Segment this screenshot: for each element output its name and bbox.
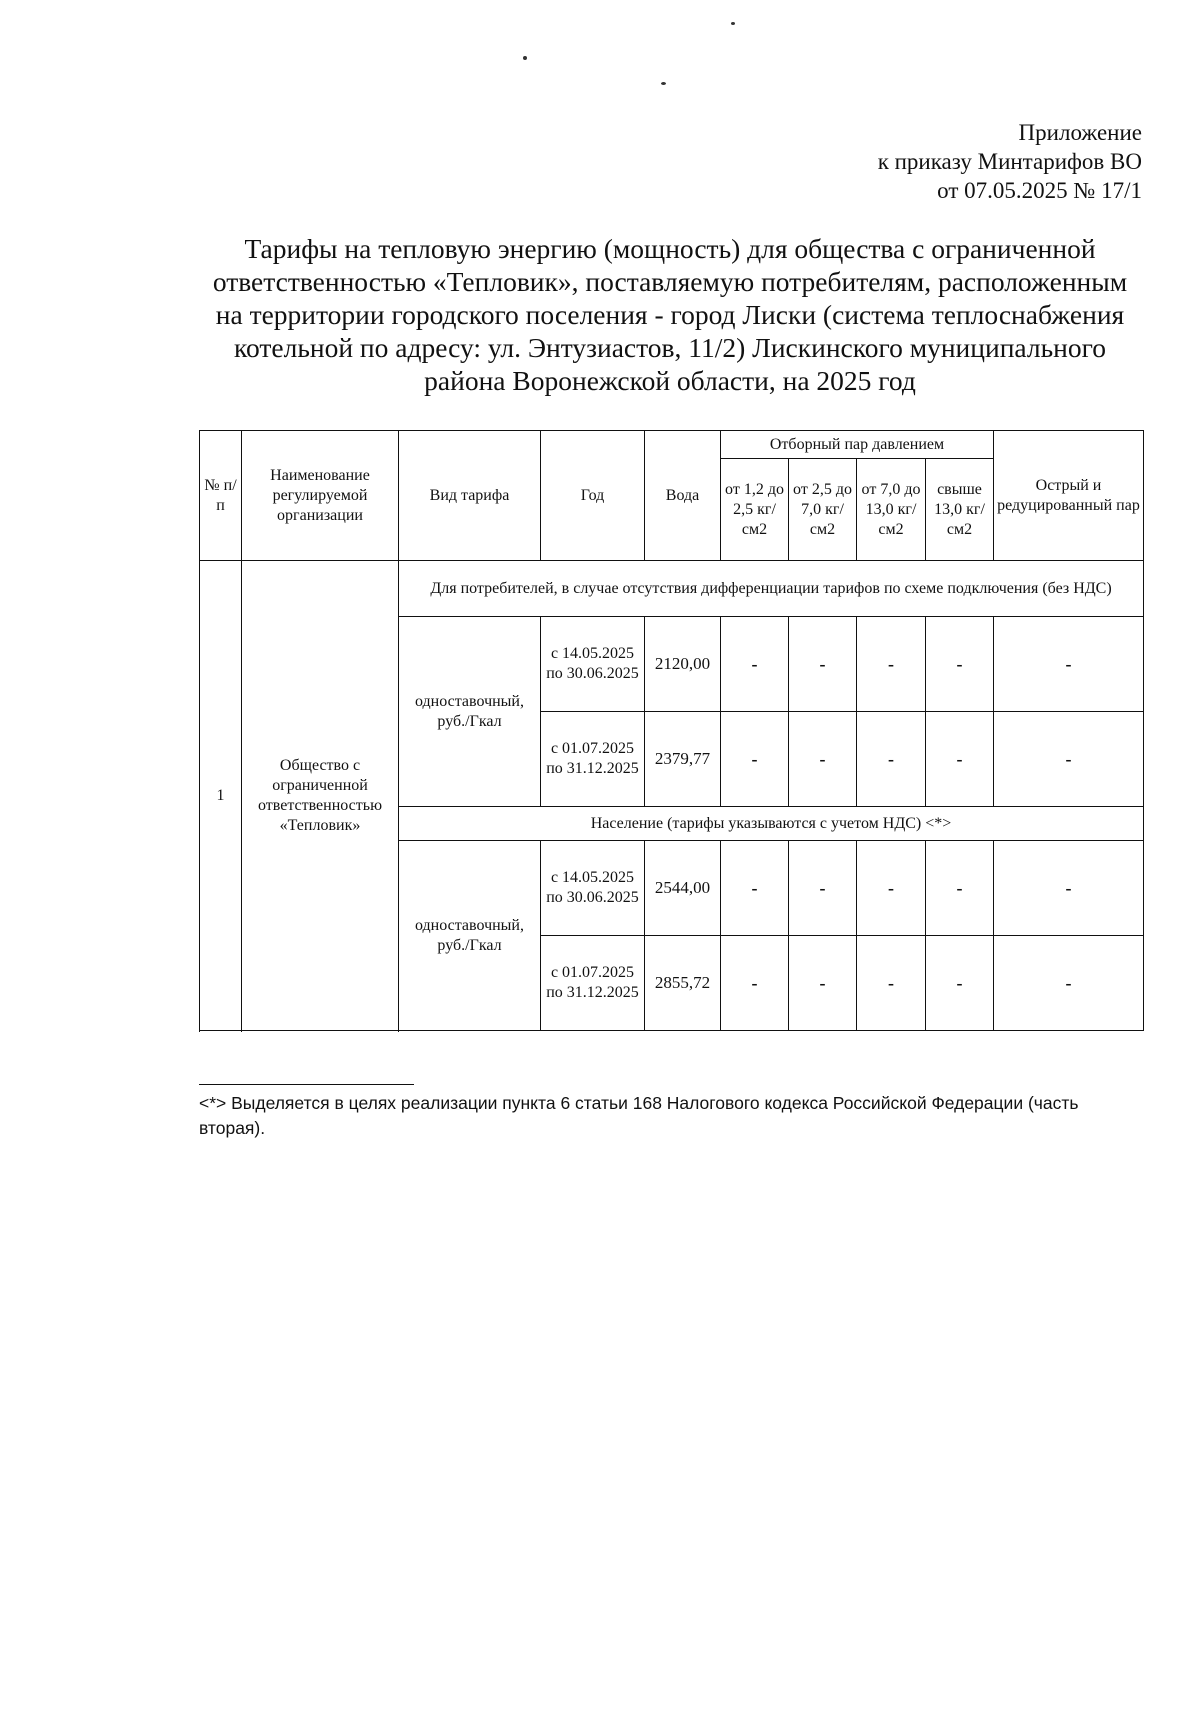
section-heading-row — [200, 561, 1144, 617]
steam-1-value: - — [721, 841, 789, 936]
scan-speck — [661, 82, 666, 85]
footnote-separator — [199, 1084, 414, 1085]
sharp-steam-value: - — [994, 617, 1144, 712]
water-value: 2120,00 — [645, 617, 721, 712]
header-steam-3: от 7,0 до 13,0 кг/см2 — [857, 459, 926, 561]
header-steam-4: свыше 13,0 кг/см2 — [926, 459, 994, 561]
tariff-type: одноставочный, руб./Гкал — [399, 617, 541, 807]
appendix-order-date: от 07.05.2025 № 17/1 — [937, 178, 1142, 203]
organization-name: Общество с ограниченной ответственностью «Тепловик» — [242, 561, 399, 1031]
title-line: котельной по адресу: ул. Энтузиастов, 11/2) Лискинского муниципального — [234, 332, 1106, 363]
footnote: <*> Выделяется в целях реализации пункта 6 статьи 168 Налогового кодекса Российской Федерации (часть вторая). — [199, 1093, 1079, 1138]
steam-4-value: - — [926, 712, 994, 807]
header-sharp-steam: Острый и редуцированный пар — [994, 431, 1144, 561]
section-heading: Для потребителей, в случае отсутствия дифференциации тарифов по схеме подключения (без НДС) — [399, 561, 1144, 617]
steam-3-value: - — [857, 841, 926, 936]
tariff-type: одноставочный, руб./Гкал — [399, 841, 541, 1031]
scan-speck — [731, 22, 735, 25]
document-title — [180, 232, 1160, 397]
water-value: 2544,00 — [645, 841, 721, 936]
sharp-steam-value: - — [994, 841, 1144, 936]
sharp-steam-value: - — [994, 936, 1144, 1031]
row-number: 1 — [200, 561, 242, 1031]
steam-1-value: - — [721, 712, 789, 807]
appendix-order-ref: к приказу Минтарифов ВО — [877, 149, 1142, 174]
period: с 14.05.2025 по 30.06.2025 — [541, 841, 645, 936]
steam-2-value: - — [789, 617, 857, 712]
sharp-steam-value: - — [994, 712, 1144, 807]
steam-2-value: - — [789, 936, 857, 1031]
steam-3-value: - — [857, 617, 926, 712]
period: с 14.05.2025 по 30.06.2025 — [541, 617, 645, 712]
appendix-block — [878, 118, 1142, 205]
steam-4-value: - — [926, 617, 994, 712]
steam-3-value: - — [857, 936, 926, 1031]
header-steam-1: от 1,2 до 2,5 кг/см2 — [721, 459, 789, 561]
water-value: 2855,72 — [645, 936, 721, 1031]
title-line: на территории городского поселения - город Лиски (система теплоснабжения — [215, 299, 1125, 330]
header-year: Год — [541, 431, 645, 561]
header-water: Вода — [645, 431, 721, 561]
tariff-table — [199, 430, 1144, 1031]
title-line: ответственностью «Тепловик», поставляемую потребителям, расположенным — [212, 266, 1128, 297]
period: с 01.07.2025 по 31.12.2025 — [541, 712, 645, 807]
header-num: № п/п — [200, 431, 242, 561]
steam-2-value: - — [789, 841, 857, 936]
header-steam-group: Отборный пар давлением — [721, 431, 994, 459]
scan-speck — [523, 56, 527, 60]
steam-1-value: - — [721, 617, 789, 712]
steam-4-value: - — [926, 841, 994, 936]
appendix-label: Приложение — [1018, 120, 1142, 145]
header-steam-2: от 2,5 до 7,0 кг/см2 — [789, 459, 857, 561]
steam-4-value: - — [926, 936, 994, 1031]
water-value: 2379,77 — [645, 712, 721, 807]
title-line: района Воронежской области, на 2025 год — [424, 365, 916, 396]
title-line: Тарифы на тепловую энергию (мощность) для общества с ограниченной — [244, 233, 1096, 264]
section-heading: Население (тарифы указываются с учетом НДС) <*> — [399, 807, 1144, 841]
header-org: Наименование регулируемой организации — [242, 431, 399, 561]
period: с 01.07.2025 по 31.12.2025 — [541, 936, 645, 1031]
steam-3-value: - — [857, 712, 926, 807]
steam-2-value: - — [789, 712, 857, 807]
steam-1-value: - — [721, 936, 789, 1031]
header-row — [200, 431, 1144, 459]
header-tariff-type: Вид тарифа — [399, 431, 541, 561]
